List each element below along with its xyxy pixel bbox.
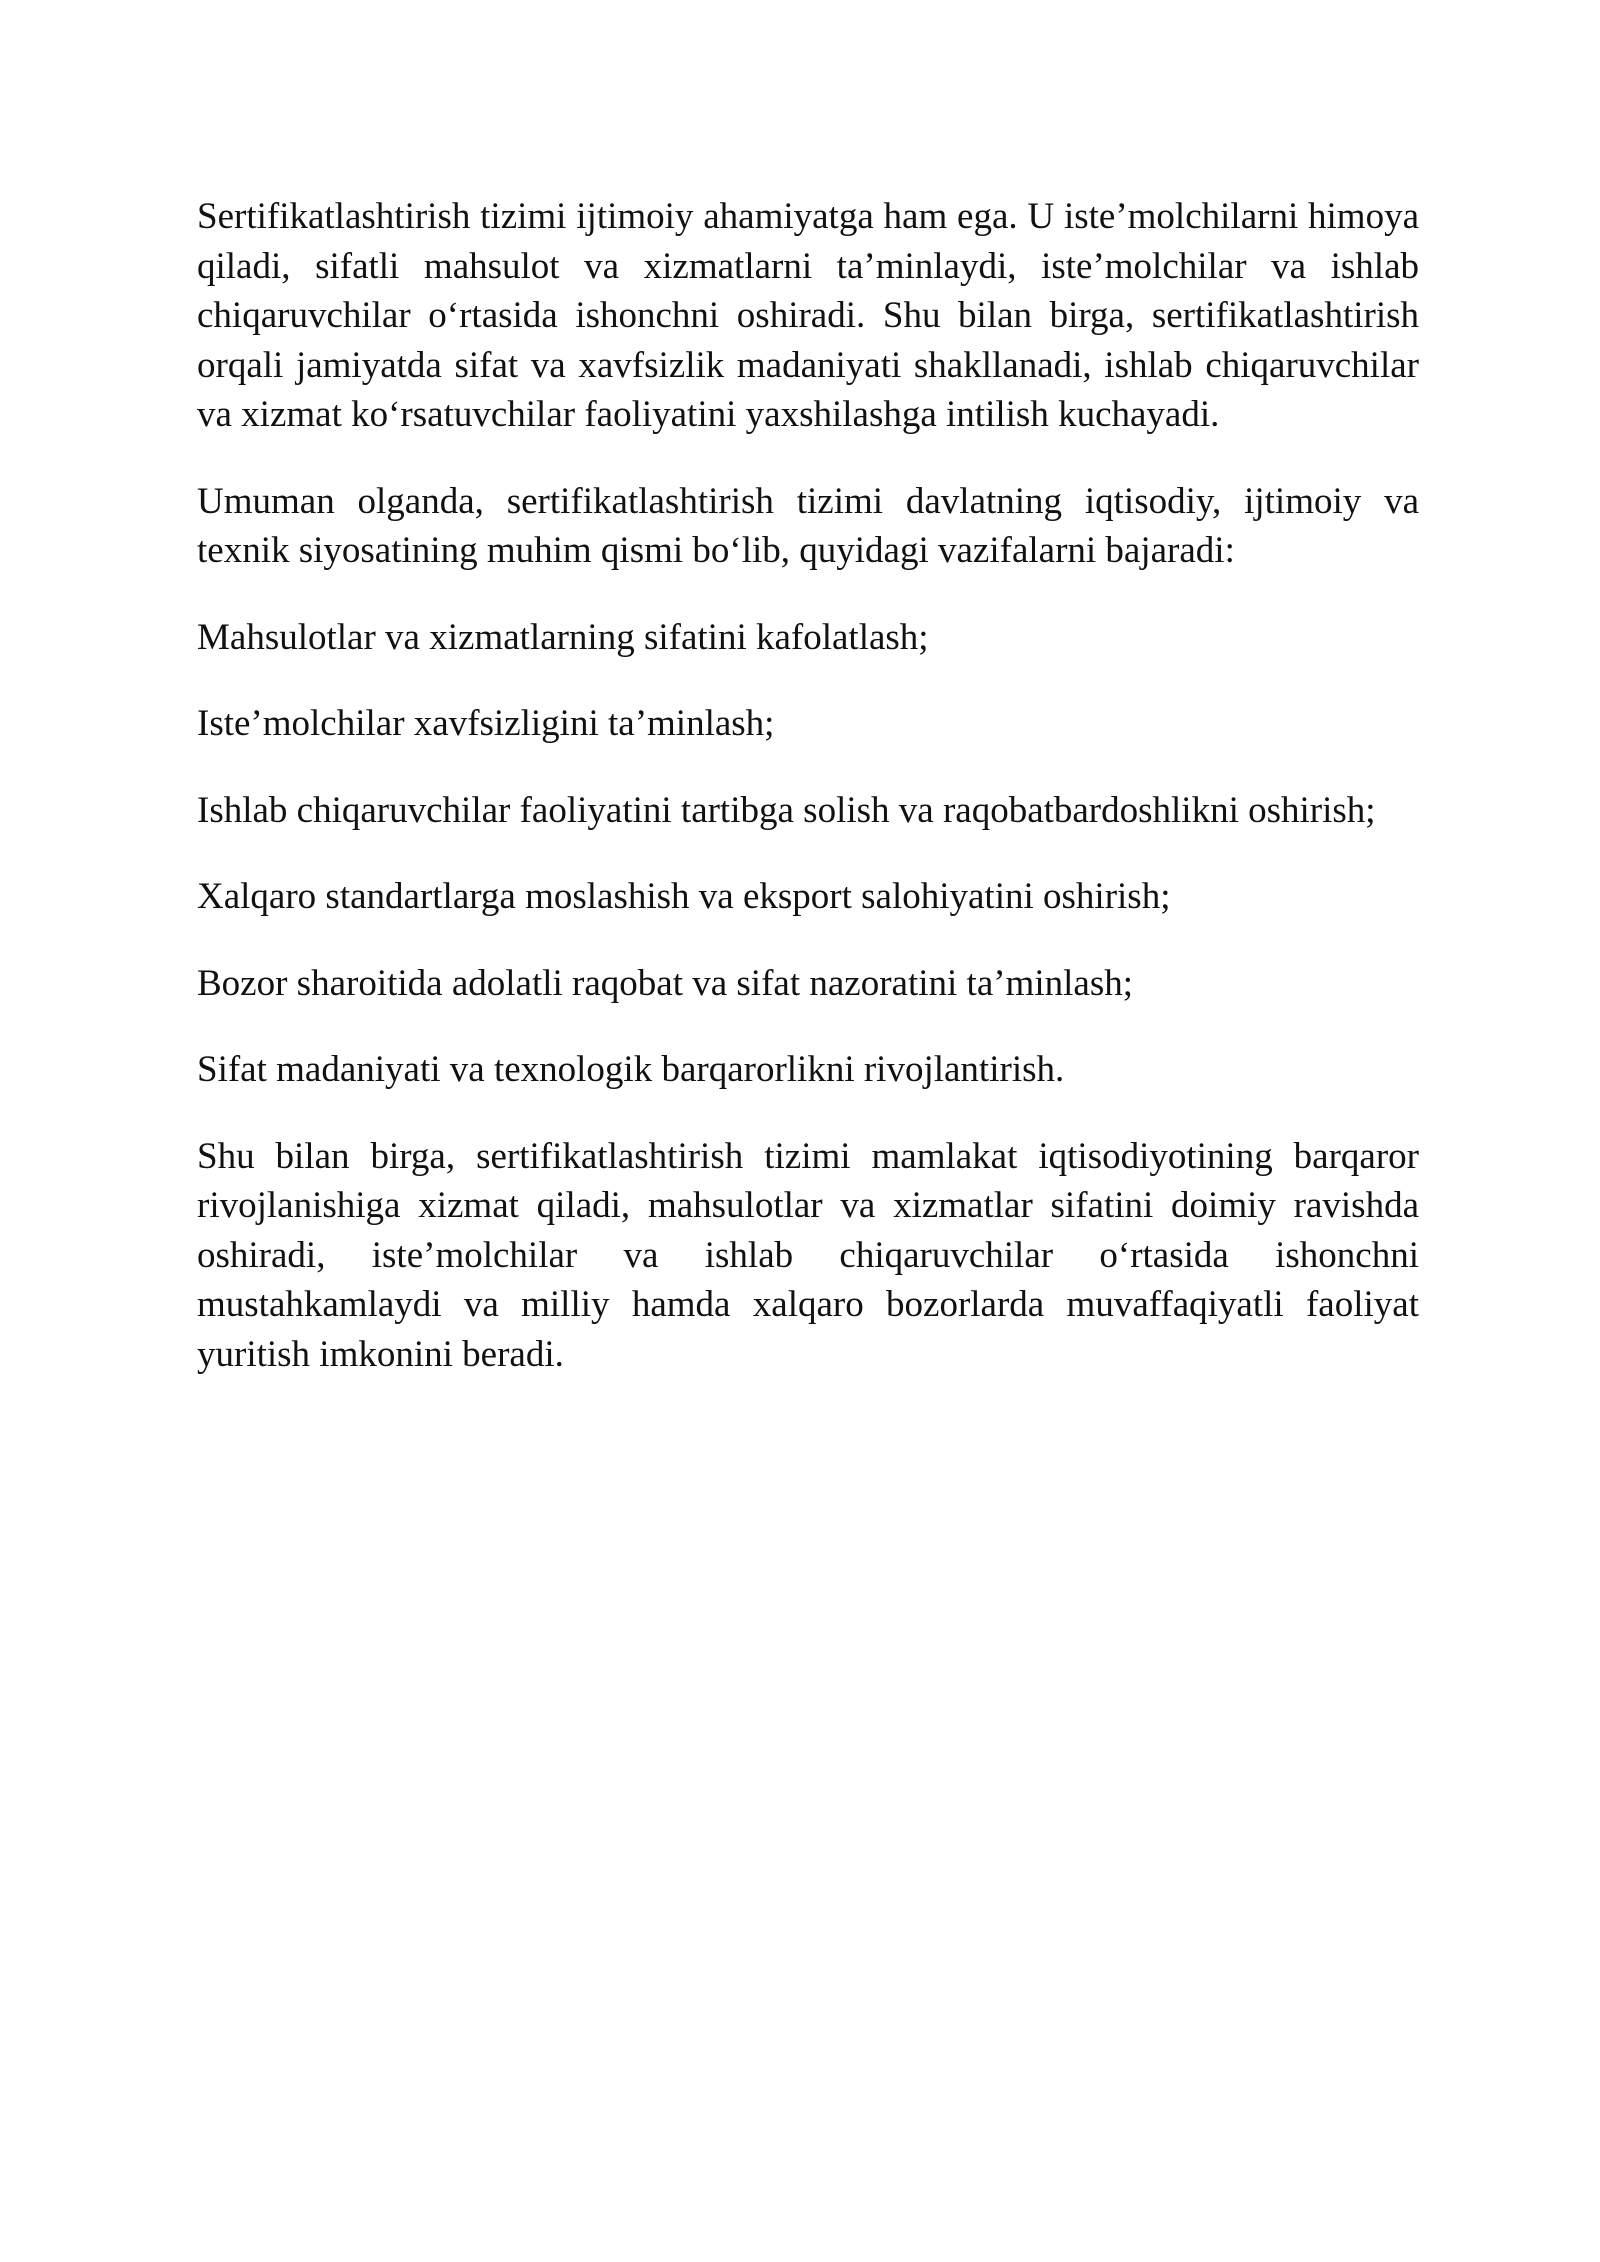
list-item: Bozor sharoitida adolatli raqobat va sifat nazoratini ta’minlash;: [197, 962, 1134, 1004]
list-item: Mahsulotlar va xizmatlarning sifatini kafolatlash;: [197, 616, 929, 658]
list-item: Sifat madaniyati va texnologik barqarorlikni rivojlantirish.: [197, 1049, 1065, 1090]
list-item: Ishlab chiqaruvchilar faoliyatini tartibga solish va raqobatbardoshlikni oshirish;: [197, 789, 1376, 831]
document-body: [197, 192, 1419, 1416]
list-item: Iste’molchilar xavfsizligini ta’minlash;: [197, 703, 775, 744]
paragraph-social-significance: Sertifikatlashtirish tizimi ijtimoiy ahamiyatga ham ega. U iste’molchilarni himoya qiladi, sifatli mahsulot va xizmatlarni ta’minlaydi, iste’molchilar va ishlab chiqaruvchilar o‘rtasida ishonchni oshiradi. Shu bilan birga, sertifikatlashtirish orqali jamiyatda sifat va xavfsizlik madaniyati shakllanadi, ishlab chiqaruvchilar va xizmat ko‘rsatuvchilar faoliyatini yaxshilashga intilish kuchayadi.: [197, 196, 1419, 435]
list-item: Xalqaro standartlarga moslashish va eksport salohiyatini oshirish;: [197, 876, 1171, 917]
paragraph-summary-intro: Umuman olganda, sertifikatlashtirish tizimi davlatning iqtisodiy, ijtimoiy va texnik siyosatining muhim qismi bo‘lib, quyidagi vazifalarni bajaradi:: [197, 480, 1419, 571]
paragraph-conclusion: Shu bilan birga, sertifikatlashtirish tizimi mamlakat iqtisodiyotining barqaror rivojlanishiga xizmat qiladi, mahsulotlar va xizmatlar sifatini doimiy ravishda oshiradi, iste’molchilar va ishlab chiqaruvchilar o‘rtasida ishonchni mustahkamlaydi va milliy hamda xalqaro bozorlarda muvaffaqiyatli faoliyat yuritish imkonini beradi.: [197, 1135, 1419, 1375]
